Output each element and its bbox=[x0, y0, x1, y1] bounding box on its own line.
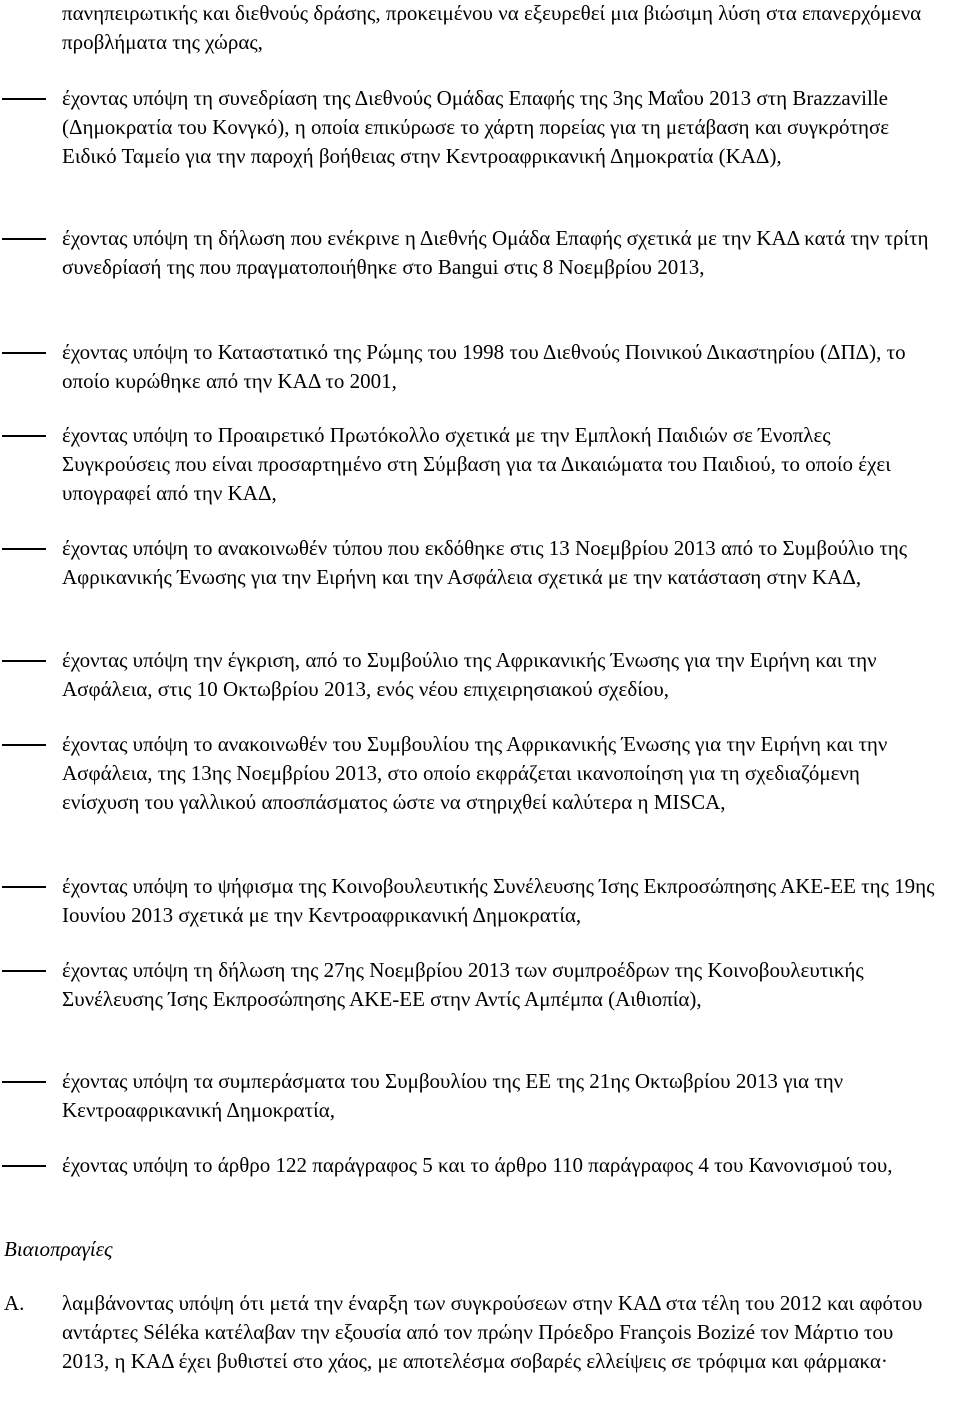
citation-dash bbox=[2, 435, 46, 437]
citation-paragraph: έχοντας υπόψη τα συμπεράσματα του Συμβουλίου της ΕΕ της 21ης Οκτωβρίου 2013 για την Κεντροαφρικανική Δημοκρατία, bbox=[62, 1069, 844, 1122]
citation-dash bbox=[2, 352, 46, 354]
citation-dash bbox=[2, 970, 46, 972]
citation-paragraph: έχοντας υπόψη το ανακοινωθέν του Συμβουλίου της Αφρικανικής Ένωσης για την Ειρήνη και την Ασφάλεια, της 13ης Νοεμβρίου 2013, στο οποίο εκφράζεται ικανοποίηση για τη σχεδιαζόμενη ενίσχυση του γαλλικού αποσπάσματος ώστε να στηριχθεί καλύτερα η MISCA, bbox=[62, 732, 888, 814]
citation-dash bbox=[2, 886, 46, 888]
citation-dash bbox=[2, 1165, 46, 1167]
citation-paragraph: έχοντας υπόψη το άρθρο 122 παράγραφος 5 και το άρθρο 110 παράγραφος 4 του Κανονισμού του, bbox=[62, 1153, 893, 1177]
citation-dash bbox=[2, 1081, 46, 1083]
citation-dash bbox=[2, 238, 46, 240]
citation-paragraph: έχοντας υπόψη την έγκριση, από το Συμβούλιο της Αφρικανικής Ένωσης για την Ειρήνη και την Ασφάλεια, στις 10 Οκτωβρίου 2013, ενός νέου επιχειρησιακού σχεδίου, bbox=[62, 648, 877, 701]
citation-dash bbox=[2, 744, 46, 746]
citation-paragraph: έχοντας υπόψη το Καταστατικό της Ρώμης του 1998 του Διεθνούς Ποινικού Δικαστηρίου (ΔΠΔ), το οποίο κυρώθηκε από την ΚΑΔ το 2001, bbox=[62, 340, 906, 393]
recital-paragraph: λαμβάνοντας υπόψη ότι μετά την έναρξη των συγκρούσεων στην ΚΑΔ στα τέλη του 2012 και αφότου αντάρτες Séléka κατέλαβαν την εξουσία από τον πρώην Πρόεδρο François Bozizé τον Μάρτιο του 2013, η ΚΑΔ έχει βυθιστεί στο χάος, με αποτελέσμα σοβαρές ελλείψεις σε τρόφιμα και φάρμακα· bbox=[62, 1291, 923, 1373]
recital-marker: Α. bbox=[4, 1291, 25, 1315]
intro-paragraph: πανηπειρωτικής και διεθνούς δράσης, προκειμένου να εξευρεθεί μια βιώσιμη λύση στα επανερχόμενα προβλήματα της χώρας, bbox=[62, 1, 922, 54]
citation-paragraph: έχοντας υπόψη το ανακοινωθέν τύπου που εκδόθηκε στις 13 Νοεμβρίου 2013 από το Συμβούλιο της Αφρικανικής Ένωσης για την Ειρήνη και την Ασφάλεια σχετικά με την κατάσταση στην ΚΑΔ, bbox=[62, 536, 908, 589]
citation-paragraph: έχοντας υπόψη τη δήλωση που ενέκρινε η Διεθνής Ομάδα Επαφής σχετικά με την ΚΑΔ κατά την τρίτη συνεδρίασή της που πραγματοποιήθηκε στο Bangui στις 8 Νοεμβρίου 2013, bbox=[62, 226, 929, 279]
citation-dash bbox=[2, 98, 46, 100]
citation-dash bbox=[2, 660, 46, 662]
section-heading: Βιαιοπραγίες bbox=[4, 1237, 113, 1261]
citation-paragraph: έχοντας υπόψη το ψήφισμα της Κοινοβουλευτικής Συνέλευσης Ίσης Εκπροσώπησης ΑΚΕ-ΕΕ της 19ης Ιουνίου 2013 σχετικά με την Κεντροαφρικανική Δημοκρατία, bbox=[62, 874, 935, 927]
citation-paragraph: έχοντας υπόψη το Προαιρετικό Πρωτόκολλο σχετικά με την Εμπλοκή Παιδιών σε Ένοπλες Συγκρούσεις που είναι προσαρτημένο στη Σύμβαση για τα Δικαιώματα του Παιδιού, το οποίο έχει υπογραφεί από την ΚΑΔ, bbox=[62, 423, 891, 505]
citation-paragraph: έχοντας υπόψη τη συνεδρίαση της Διεθνούς Ομάδας Επαφής της 3ης Μαΐου 2013 στη Brazzaville (Δημοκρατία του Κονγκό), η οποία επικύρωσε το χάρτη πορείας για τη μετάβαση και συγκρότησε Ειδικό Ταμείο για την παροχή βοήθειας στην Κεντροαφρικανική Δημοκρατία (ΚΑΔ), bbox=[62, 86, 890, 168]
citation-paragraph: έχοντας υπόψη τη δήλωση της 27ης Νοεμβρίου 2013 των συμπροέδρων της Κοινοβουλευτικής Συνέλευσης Ίσης Εκπροσώπησης ΑΚΕ-ΕΕ στην Αντίς Αμπέμπα (Αιθιοπία), bbox=[62, 958, 864, 1011]
citation-dash bbox=[2, 548, 46, 550]
